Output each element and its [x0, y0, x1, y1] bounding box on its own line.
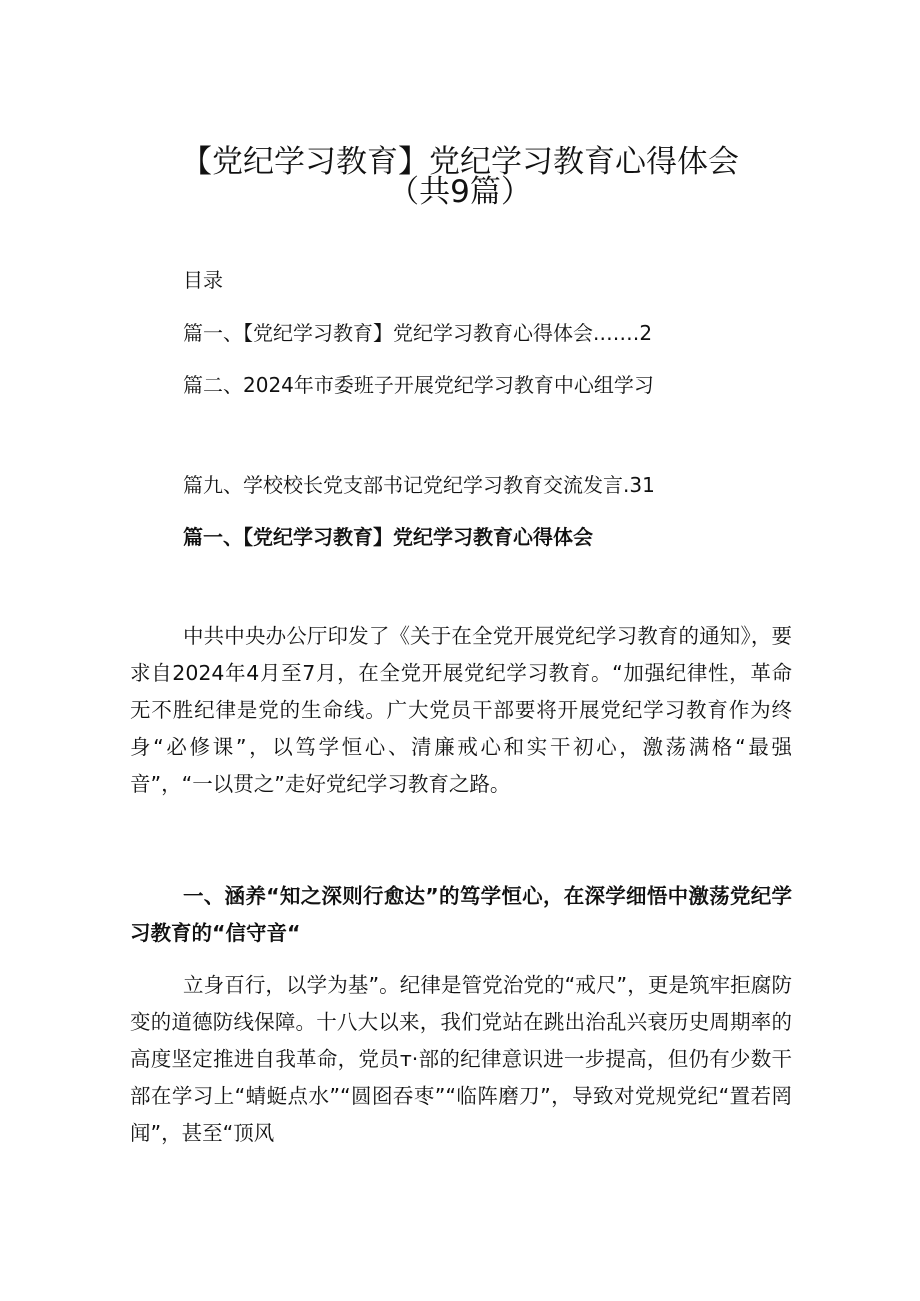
body-paragraph: 中共中央办公厅印发了《关于在全党开展党纪学习教育的通知》，要求自2024年4月至7月，在全党开展党纪学习教育。“加强纪律性，革命无不胜纪律是党的生命线。广大党员干部要将开展党纪学习教育作为终身“必修课”，以笃学恒心、清廉戒心和实干初心，激荡满格“最强音”，“一以贯之”走好党纪学习教育之路。 — [130, 624, 792, 796]
toc-item: 篇一、【党纪学习教育】党纪学习教育心得体会.……2 — [183, 321, 653, 345]
toc-item: 篇二、2024年市委班子开展党纪学习教育中心组学习 — [183, 373, 654, 397]
body-subheading: 一、涵养“知之深则行愈达”的笃学恒心，在深学细悟中激荡党纪学习教育的“信守音“ — [130, 884, 792, 945]
toc-label: 目录 — [183, 268, 223, 292]
toc-item: 篇九、学校校长党支部书记党纪学习教育交流发言.31 — [183, 473, 655, 497]
body-paragraph: 立身百行，以学为基”。纪律是管党治党的“戒尺”，更是筑牢拒腐防变的道德防线保障。十八大以来，我们党站在跳出治乱兴衰历史周期率的高度坚定推进自我革命，党员т·部的纪律意识进一步提高，但仍有少数干部在学习上“蜻蜓点水”“圆囵吞枣”“临阵磨刀”，导致对党规党纪“置若罔闻”，甚至“顶风 — [130, 973, 792, 1145]
document-title-line1: 【党纪学习教育】党纪学习教育心得体会 — [181, 144, 739, 180]
document-title-line2: （共9篇） — [388, 174, 532, 210]
section-heading: 篇一、【党纪学习教育】党纪学习教育心得体会 — [183, 525, 593, 549]
